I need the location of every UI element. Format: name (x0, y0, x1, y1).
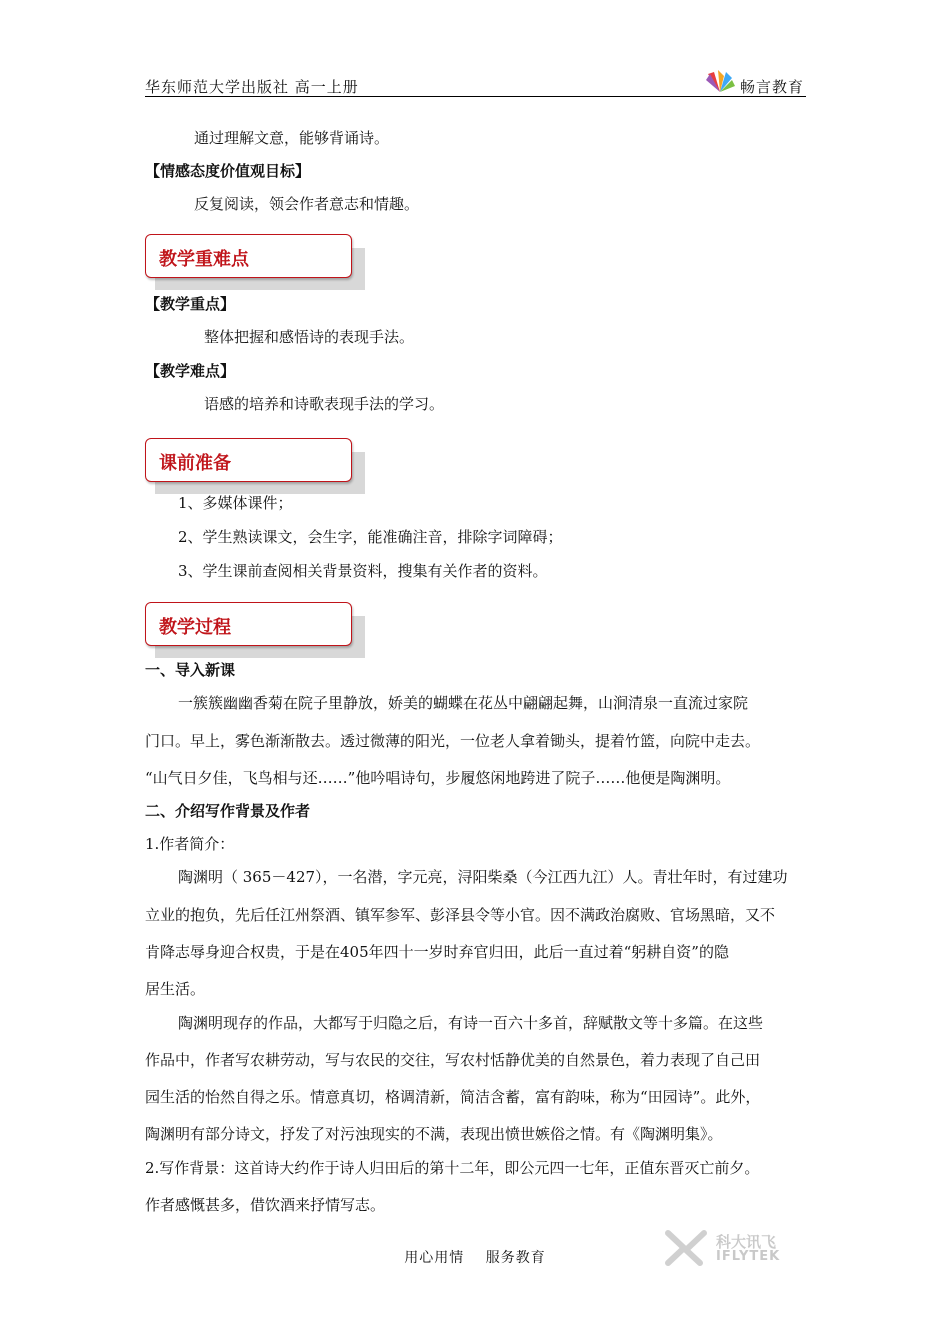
text-line: 作者感慨甚多，借饮酒来抒情写志。 (145, 1196, 386, 1214)
text-line: 作品中，作者写农耕劳动，写与农民的交往，写农村恬静优美的自然景色，着力表现了自己田 (145, 1051, 761, 1069)
subheading: 二、介绍写作背景及作者 (145, 802, 311, 820)
footer-slogan-b: 服务教育 (485, 1250, 546, 1266)
section-title: 教学重难点 (159, 249, 249, 270)
text-line: 陶渊明有部分诗文，抒发了对污浊现实的不满，表现出愤世嫉俗之情。有《陶渊明集》。 (145, 1125, 723, 1143)
text-line: 陶渊明（ 365－427），一名潜，字元亮，浔阳柴桑（今江西九江）人。青壮年时，有过建功 (178, 868, 788, 886)
text-line: 居生活。 (145, 980, 206, 998)
text-line: 1.作者简介： (145, 835, 235, 853)
changyan-logo-icon (704, 68, 736, 94)
text-line: 门口。早上，雾色渐渐散去。透过微薄的阳光，一位老人拿着锄头，提着竹篮，向院中走去。 (145, 732, 761, 750)
watermark-en: IFLYTEK (716, 1249, 781, 1264)
section-header-key-points (145, 234, 375, 296)
footer-slogan-a: 用心用情 (404, 1250, 465, 1266)
iflytek-watermark (664, 1229, 794, 1269)
text-line: 一簇簇幽幽香菊在院子里静放，娇美的蝴蝶在花丛中翩翩起舞，山涧清泉一直流过家院 (178, 694, 749, 712)
subheading: 【情感态度价值观目标】 (145, 162, 311, 180)
header-brand: 畅言教育 (740, 78, 805, 96)
section-title: 教学过程 (159, 617, 231, 638)
text-line: 反复阅读，领会作者意志和情趣。 (194, 195, 420, 213)
text-line: 通过理解文意，能够背诵诗。 (194, 129, 390, 147)
footer-slogan (0, 1247, 950, 1267)
text-line: 园生活的怡然自得之乐。情意真切，格调清新，简洁含蓄，富有韵味，称为“田园诗”。此外， (145, 1088, 761, 1106)
text-line: 整体把握和感悟诗的表现手法。 (204, 328, 415, 346)
section-header-process (145, 602, 375, 664)
text-line: 语感的培养和诗歌表现手法的学习。 (204, 395, 445, 413)
watermark-cn: 科大讯飞 (716, 1233, 777, 1251)
list-item: 1、多媒体课件； (178, 494, 293, 512)
header-rule (145, 96, 806, 97)
list-item: 2、学生熟读课文，会生字，能准确注音，排除字词障碍； (178, 528, 563, 546)
header-publisher: 华东师范大学出版社 高一上册 (145, 78, 359, 96)
section-header-preparation (145, 438, 375, 500)
subheading: 【教学重点】 (145, 295, 236, 313)
list-item: 3、学生课前查阅相关背景资料，搜集有关作者的资料。 (178, 562, 548, 580)
text-line: 立业的抱负，先后任江州祭酒、镇军参军、彭泽县令等小官。因不满政治腐败、官场黑暗，又不 (145, 906, 776, 924)
text-line: “山气日夕佳，飞鸟相与还……”他吟唱诗句，步履悠闲地跨进了院子……他便是陶渊明。 (145, 769, 731, 787)
text-line: 陶渊明现存的作品，大都写于归隐之后，有诗一百六十多首，辞赋散文等十多篇。在这些 (178, 1014, 764, 1032)
section-title: 课前准备 (159, 453, 231, 474)
text-line: 2.写作背景：这首诗大约作于诗人归田后的第十二年，即公元四一七年，正值东晋灭亡前夕。 (145, 1159, 760, 1177)
subheading: 【教学难点】 (145, 362, 236, 380)
text-line: 肯降志辱身迎合权贵，于是在405年四十一岁时弃官归田，此后一直过着“躬耕自资”的隐 (145, 943, 729, 961)
iflytek-logo-icon (664, 1229, 710, 1267)
subheading: 一、导入新课 (145, 661, 236, 679)
